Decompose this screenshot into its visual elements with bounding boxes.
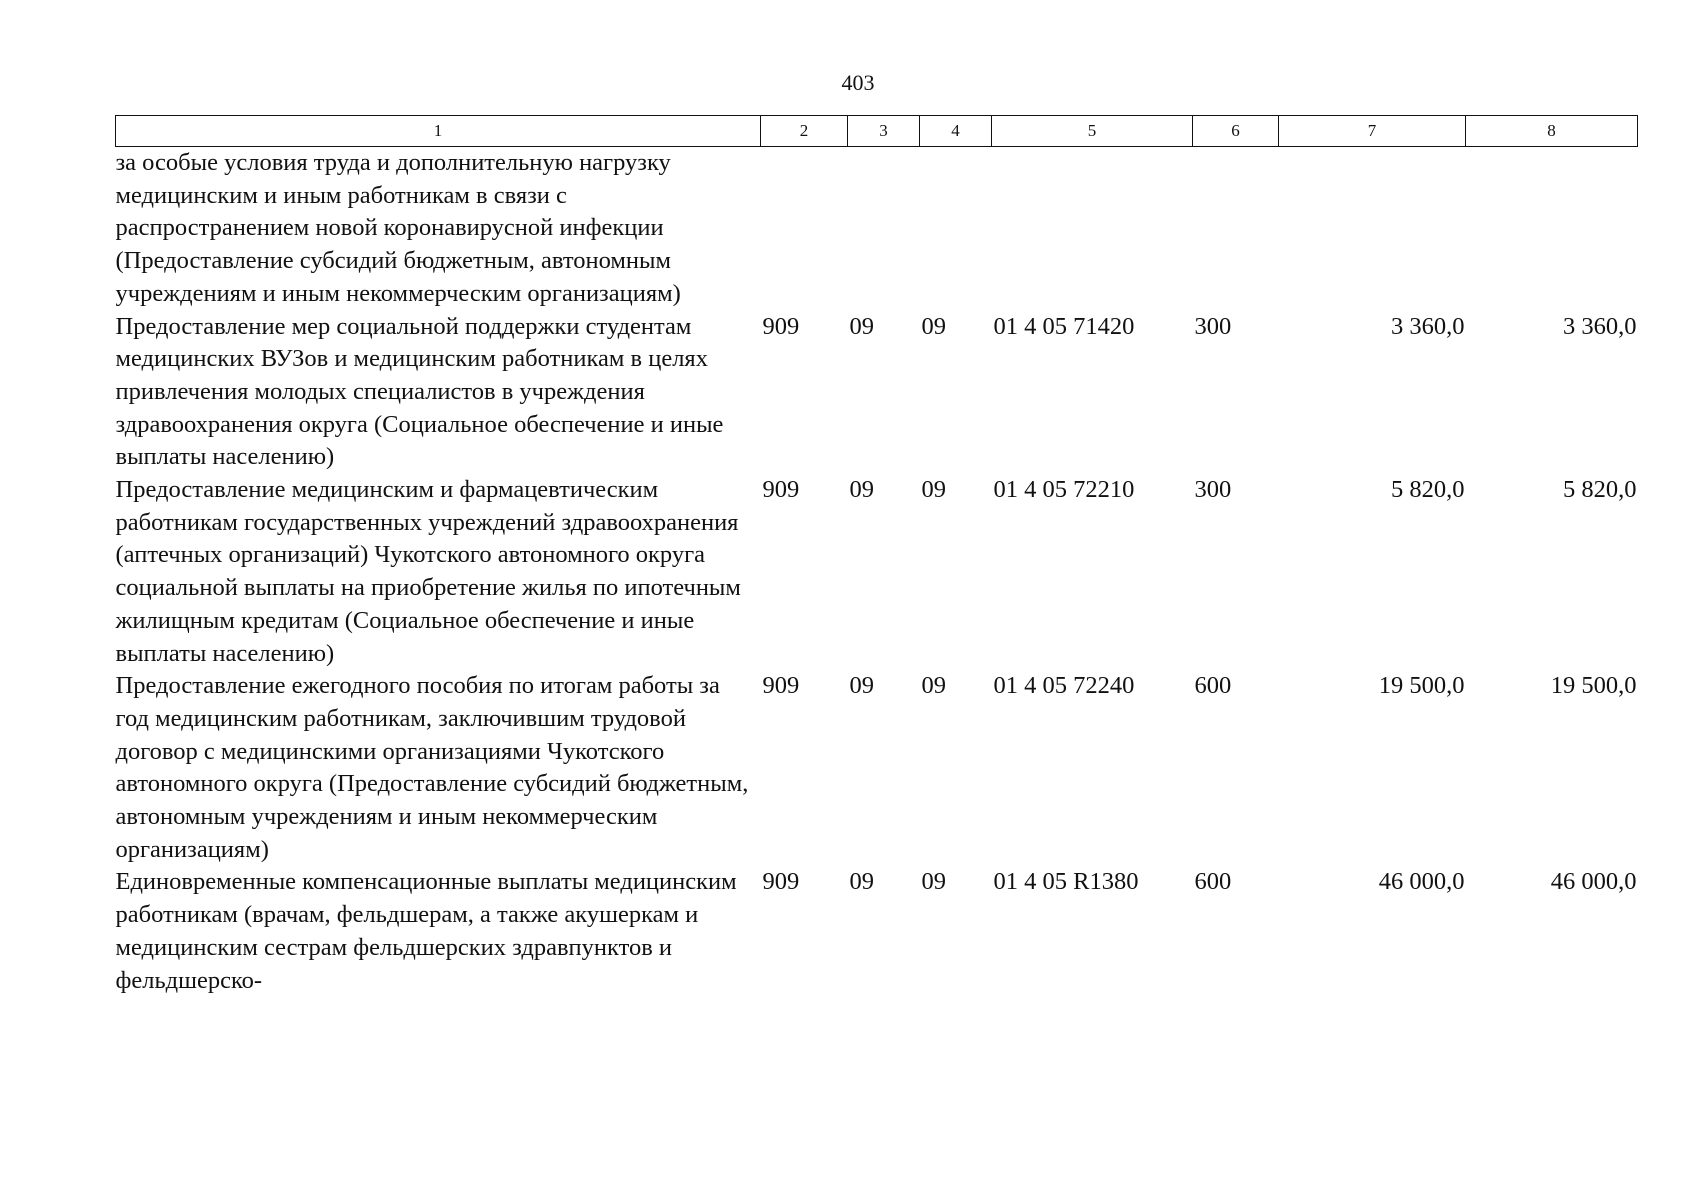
row-vr: 300 bbox=[1194, 312, 1232, 340]
column-header-7: 7 bbox=[1279, 116, 1466, 147]
row-sum-1: 46 000,0 bbox=[1378, 868, 1465, 896]
row-sum-2 bbox=[1466, 147, 1638, 311]
row-sum-2: 46 000,0 bbox=[1550, 868, 1637, 896]
row-vr: 600 bbox=[1194, 868, 1232, 896]
row-rz: 09 bbox=[849, 312, 874, 340]
row-sum-1: 19 500,0 bbox=[1378, 672, 1465, 700]
column-header-6: 6 bbox=[1193, 116, 1279, 147]
row-csr: 01 4 05 72240 bbox=[993, 672, 1135, 700]
column-header-1: 1 bbox=[116, 116, 761, 147]
table-row bbox=[116, 311, 1638, 475]
row-sum-1: 3 360,0 bbox=[1391, 312, 1465, 340]
row-csr: 01 4 05 71420 bbox=[993, 312, 1135, 340]
row-rz: 09 bbox=[849, 476, 874, 504]
column-header-2: 2 bbox=[761, 116, 848, 147]
row-description: Предоставление ежегодного пособия по итогам работы за год медицинским работникам, заключившим трудовой договор с медицинскими организациями Чукотского автономного округа (Предоставление субсидий бюджетным, автономным учреждениям и иным некоммерческим организациям) bbox=[115, 672, 749, 863]
row-rz bbox=[848, 147, 920, 311]
row-csr bbox=[992, 147, 1193, 311]
row-description: Предоставление мер социальной поддержки студентам медицинских ВУЗов и медицинским работникам в целях привлечения молодых специалистов в учреждения здравоохранения округа (Социальное обеспечение и иные выплаты населению) bbox=[115, 312, 724, 471]
row-description: Единовременные компенсационные выплаты медицинским работникам (врачам, фельдшерам, а также акушеркам и медицинским сестрам фельдшерских здравпунктов и фельдшерско- bbox=[115, 868, 737, 994]
table-row bbox=[116, 147, 1638, 311]
table-row bbox=[116, 866, 1638, 997]
row-pr: 09 bbox=[921, 476, 946, 504]
table-row bbox=[116, 474, 1638, 670]
column-header-8: 8 bbox=[1466, 116, 1638, 147]
row-sum-1: 5 820,0 bbox=[1391, 476, 1465, 504]
row-grbs: 909 bbox=[762, 868, 800, 896]
row-rz: 09 bbox=[849, 672, 874, 700]
row-pr bbox=[920, 147, 992, 311]
row-grbs: 909 bbox=[762, 476, 800, 504]
row-description: Предоставление медицинским и фармацевтическим работникам государственных учреждений здравоохранения (аптечных организаций) Чукотского автономного округа социальной выплаты на приобретение жилья по ипотечным жилищным кредитам (Социальное обеспечение и иные выплаты населению) bbox=[115, 476, 741, 667]
table-row bbox=[116, 670, 1638, 866]
row-pr: 09 bbox=[921, 312, 946, 340]
row-vr bbox=[1193, 147, 1279, 311]
column-header-3: 3 bbox=[848, 116, 920, 147]
row-csr: 01 4 05 R1380 bbox=[993, 868, 1139, 896]
row-vr: 300 bbox=[1194, 476, 1232, 504]
row-vr: 600 bbox=[1194, 672, 1232, 700]
page-number: 403 bbox=[841, 70, 875, 95]
row-pr: 09 bbox=[921, 868, 946, 896]
row-sum-2: 5 820,0 bbox=[1563, 476, 1637, 504]
row-grbs: 909 bbox=[762, 312, 800, 340]
row-sum-2: 19 500,0 bbox=[1550, 672, 1637, 700]
row-pr: 09 bbox=[921, 672, 946, 700]
row-description: за особые условия труда и дополнительную нагрузку медицинским и иным работникам в связи с распространением новой коронавирусной инфекции (Предоставление субсидий бюджетным, автономным учреждениям и иным некоммерческим организациям) bbox=[115, 149, 681, 307]
budget-table bbox=[115, 115, 1638, 997]
row-csr: 01 4 05 72210 bbox=[993, 476, 1135, 504]
row-grbs bbox=[761, 147, 848, 311]
column-header-5: 5 bbox=[992, 116, 1193, 147]
row-sum-2: 3 360,0 bbox=[1563, 312, 1637, 340]
row-sum-1 bbox=[1279, 147, 1466, 311]
column-header-4: 4 bbox=[920, 116, 992, 147]
row-rz: 09 bbox=[849, 868, 874, 896]
row-grbs: 909 bbox=[762, 672, 800, 700]
column-number-row bbox=[116, 116, 1638, 147]
